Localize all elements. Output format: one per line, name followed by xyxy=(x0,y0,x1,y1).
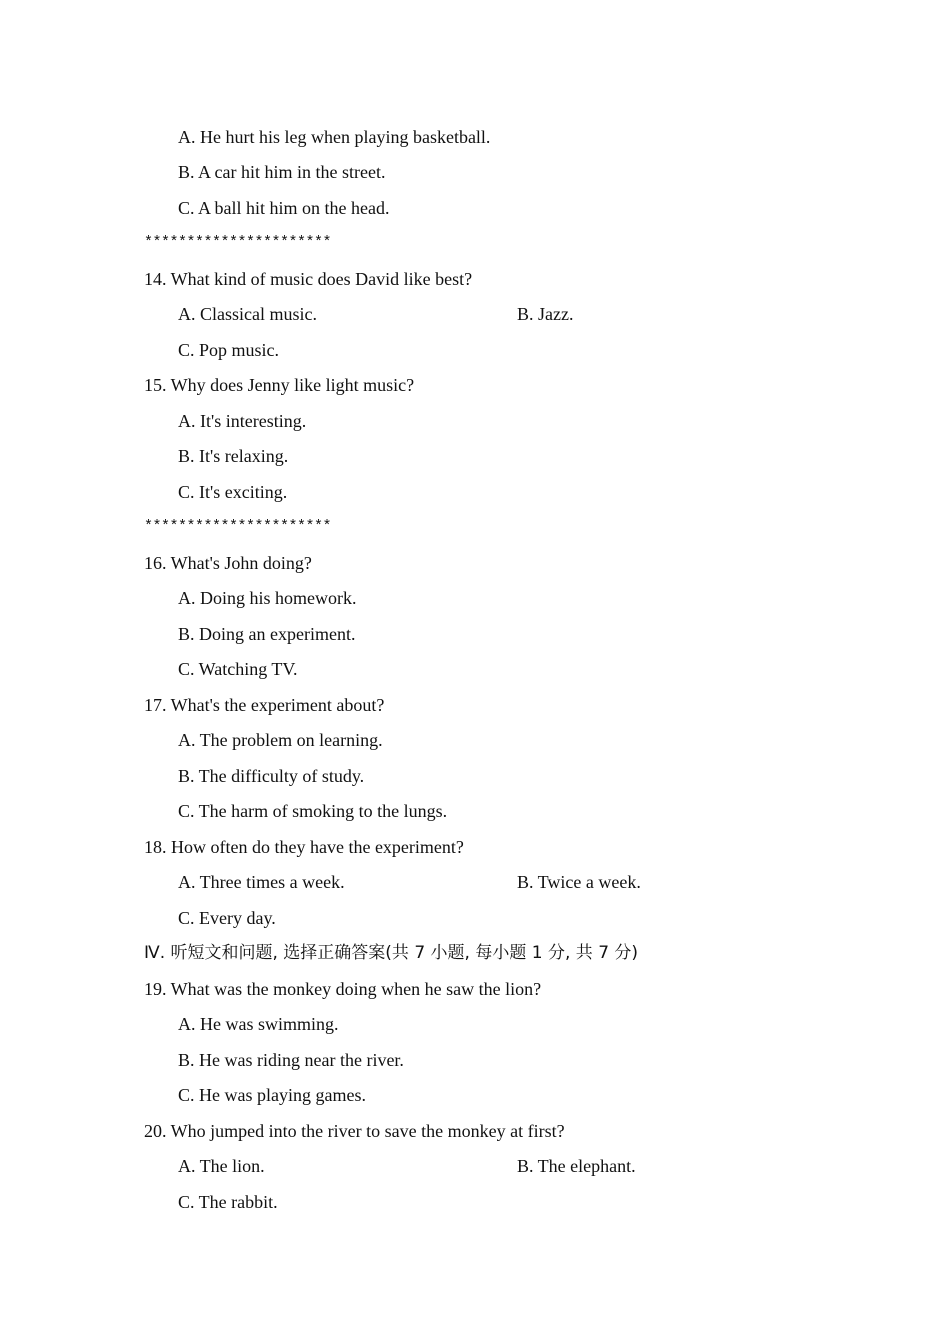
option-b: B. Doing an experiment. xyxy=(178,624,356,644)
question-17: 17. What's the experiment about? xyxy=(144,695,385,715)
section-heading: Ⅳ. 听短文和问题, 选择正确答案(共 7 小题, 每小题 1 分, 共 7 分) xyxy=(144,943,639,963)
option-a: A. It's interesting. xyxy=(178,411,307,431)
option-c: C. Pop music. xyxy=(178,340,280,360)
option-c: C. The rabbit. xyxy=(178,1192,278,1212)
option-a: A. The lion. xyxy=(178,1156,265,1176)
option-b: B. He was riding near the river. xyxy=(178,1050,404,1070)
question-20: 20. Who jumped into the river to save the monkey at first? xyxy=(144,1121,565,1141)
option-a: A. Three times a week. xyxy=(178,872,345,892)
option-c: C. Watching TV. xyxy=(178,659,298,679)
option-c: C. The harm of smoking to the lungs. xyxy=(178,801,448,821)
option-a: A. Classical music. xyxy=(178,304,317,324)
option-b: B. Twice a week. xyxy=(517,872,641,892)
option-b: B. Jazz. xyxy=(517,304,574,324)
option-b: B. A car hit him in the street. xyxy=(178,162,386,182)
option-a: A. The problem on learning. xyxy=(178,730,383,750)
separator: ********************** xyxy=(144,518,332,535)
option-a: A. He hurt his leg when playing basketball. xyxy=(178,127,491,147)
question-15: 15. Why does Jenny like light music? xyxy=(144,375,415,395)
question-14: 14. What kind of music does David like best? xyxy=(144,269,473,289)
option-b: B. It's relaxing. xyxy=(178,446,289,466)
option-a: A. He was swimming. xyxy=(178,1014,339,1034)
question-19: 19. What was the monkey doing when he saw the lion? xyxy=(144,979,542,999)
option-b: B. The difficulty of study. xyxy=(178,766,365,786)
separator: ********************** xyxy=(144,234,332,251)
option-c: C. It's exciting. xyxy=(178,482,288,502)
option-a: A. Doing his homework. xyxy=(178,588,357,608)
question-16: 16. What's John doing? xyxy=(144,553,312,573)
question-18: 18. How often do they have the experiment? xyxy=(144,837,464,857)
option-c: C. He was playing games. xyxy=(178,1085,366,1105)
option-c: C. Every day. xyxy=(178,908,276,928)
option-b: B. The elephant. xyxy=(517,1156,636,1176)
option-c: C. A ball hit him on the head. xyxy=(178,198,390,218)
